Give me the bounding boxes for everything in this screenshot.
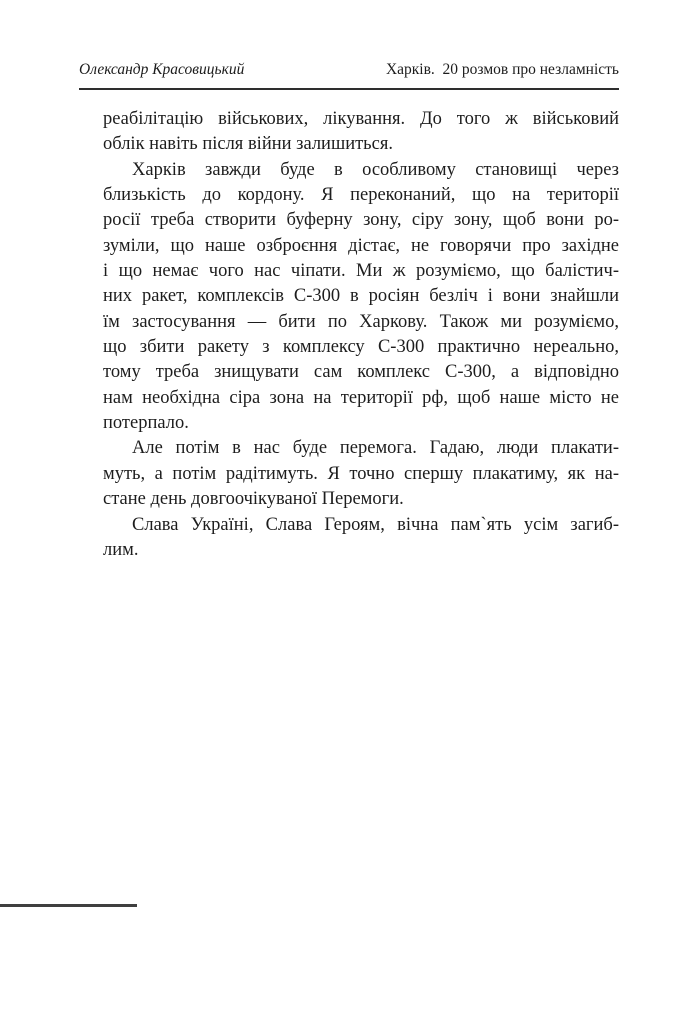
footnote-rule bbox=[0, 904, 137, 907]
text-line: тому треба знищувати сам комплекс С-300, а відповідно bbox=[103, 362, 619, 383]
text-line: муть, а потім радітимуть. Я точно спершу плакатиму, як на- bbox=[103, 463, 619, 484]
text-line: них ракет, комплексів С-300 в росіян безліч і вони знайшли bbox=[103, 286, 619, 307]
body-text bbox=[103, 107, 619, 563]
text-line: Але потім в нас буде перемога. Гадаю, люди плакати- bbox=[132, 438, 619, 459]
text-line: близькість до кордону. Я переконаний, що на території bbox=[103, 185, 619, 206]
text-line: що збити ракету з комплексу С-300 практично нереально, bbox=[103, 337, 619, 358]
running-header-book-title: Харків. 20 розмов про незламність bbox=[385, 61, 619, 78]
text-line: потерпало. bbox=[103, 413, 189, 434]
text-line: облік навіть після війни залишиться. bbox=[103, 134, 393, 155]
text-line: лим. bbox=[103, 539, 139, 560]
running-header bbox=[79, 61, 619, 90]
text-line: стане день довгоочікуваної Перемоги. bbox=[103, 489, 404, 510]
text-line: реабілітацію військових, лікування. До того ж військовий bbox=[103, 109, 619, 129]
text-line: росії треба створити буферну зону, сіру зону, щоб вони ро- bbox=[103, 210, 619, 231]
text-line: нам необхідна сіра зона на території рф, щоб наше місто не bbox=[103, 387, 619, 408]
text-line: зуміли, що наше озброєння дістає, не говорячи про західне bbox=[103, 235, 619, 256]
running-header-author: Олександр Красовицький bbox=[79, 61, 245, 78]
text-line: Харків завжди буде в особливому становищі через bbox=[132, 159, 619, 180]
text-line: і що немає чого нас чіпати. Ми ж розуміємо, що балістич- bbox=[103, 261, 619, 282]
text-line: їм застосування — бити по Харкову. Також ми розуміємо, bbox=[103, 311, 619, 332]
text-line: Слава Україні, Слава Героям, вічна пам`ять усім загиб- bbox=[132, 514, 619, 535]
